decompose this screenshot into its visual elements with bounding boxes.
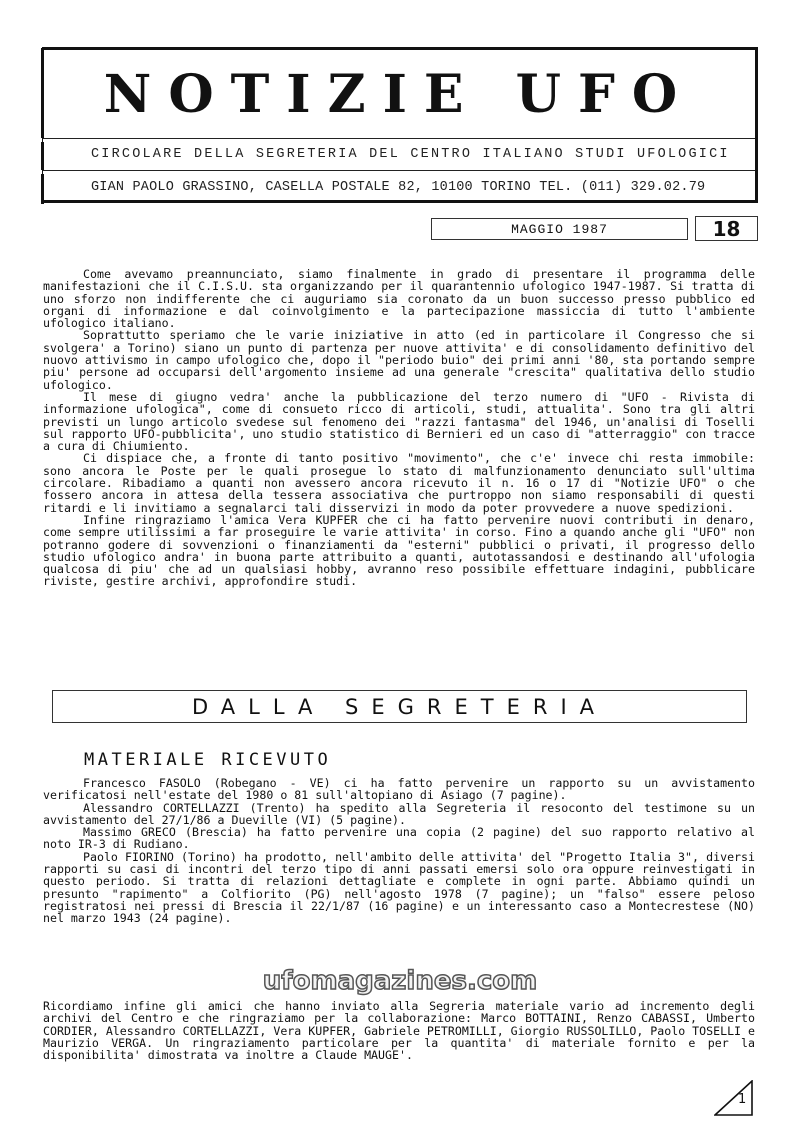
watermark: ufomagazines.com xyxy=(262,966,538,996)
intro-article xyxy=(43,268,755,588)
thanks-paragraph: Ricordiamo infine gli amici che hanno inviato alla Segreria materiale vario ad incremento degli archivi del Centro e che ringraziamo per la collaborazione: Marco BOTTAINI, Renzo CABASSI, Umberto CORDIER, Alessandro CORTELLAZZI, Vera KUPFER, Gabriele PETROMILLI, Giorgio RUSSOLILLO, Paolo TOSELLI e Maurizio VERGA. Un ringraziamento particolare per la quantita' di materiale fornito e per la disponibilita' dimostrata va inoltre a Claude MAUGE'. xyxy=(43,999,755,1063)
page-corner-triangle-icon xyxy=(714,1080,754,1117)
thanks-paragraph-block xyxy=(43,1000,755,1061)
newsletter-title: NOTIZIE UFO xyxy=(103,63,695,125)
received-item: Alessandro CORTELLAZZI (Trento) ha spedito alla Segreteria il resoconto del testimone su un avvistamento del 27/1/86 a Dueville (VI) (5 pagine). xyxy=(43,800,755,827)
paragraph: Come avevamo preannunciato, siamo finalmente in grado di presentare il programma delle manifestazioni che il C.I.S.U. sta organizzando per il quarantennio ufologico 1947-1987. Si tratta di uno sforzo non indifferente che ci auguriamo sia coronato da un buon successo presso pubblico ed organi di informazione e dal coinvolgimento e la partecipazione massiccia di tutto l'ambiente ufologico italiano. xyxy=(43,267,755,331)
paragraph: Il mese di giugno vedra' anche la pubblicazione del terzo numero di "UFO - Rivista di informazione ufologica", come di consueto ricco di articoli, studi, attualita'. Sono tra gli altri previsti un lungo articolo svedese sul fenomeno dei "razzi fantasma" del 1946, un'analisi di Toselli sul rapporto UFO-pubblicita', uno studio statistico di Bernieri ed un caso di "atterraggio" con tracce a cura di Chiumiento. xyxy=(43,389,755,454)
contact-info: GIAN PAOLO GRASSINO, CASELLA POSTALE 82, 10100 TORINO TEL. (011) 329.02.79 xyxy=(43,170,755,203)
page-number-badge xyxy=(714,1080,754,1117)
received-item: Massimo GRECO (Brescia) ha fatto pervenire una copia (2 pagine) del suo rapporto relativo al noto IR-3 di Rudiano. xyxy=(43,825,755,852)
masthead xyxy=(42,47,758,203)
page-number: 1 xyxy=(738,1092,747,1107)
subheading: MATERIALE RICEVUTO xyxy=(84,750,332,770)
paragraph: Ci dispiace che, a fronte di tanto positivo "movimento", che c'e' invece chi resta immobile: sono ancora le Poste per le quali prosegue lo stato di malfunzionamento denunciato sull'ultima circolare. Ribadiamo a quanti non avessero ancora ricevuto il n. 16 o 17 di "Notizie UFO" o che fossero ancora in attesa della tessera associativa che purtroppo non siamo responsabili di questi ritardi e li invitiamo a segnalarci tali disservizi in modo da poter provvedere a nuove spedizioni. xyxy=(43,451,755,515)
issue-date: MAGGIO 1987 xyxy=(431,218,688,240)
issue-number: 18 xyxy=(695,216,758,241)
received-item: Paolo FIORINO (Torino) ha prodotto, nell'ambito delle attivita' del "Progetto Italia 3", diversi rapporti su casi di incontri del terzo tipo di anni passati emersi solo ora oppure reinvestigati in questo periodo. Si tratta di relazioni dettagliate e complete in ogni parte. Abbiamo quindi un presunto "rapimento" a Colfiorito (PG) nell'agosto 1978 (7 pagine); un "falso" essere peloso registratosi nei pressi di Brescia il 22/1/87 (16 pagine) e un interessanto caso a Montecrestese (NO) nel marzo 1943 (24 pagine). xyxy=(43,849,755,926)
received-material-list xyxy=(43,777,755,925)
section-heading: DALLA SEGRETERIA xyxy=(52,690,747,723)
paragraph: Soprattutto speriamo che le varie iniziative in atto (ed in particolare il Congresso che si svolgera' a Torino) siano un punto di partenza per nuove attivita' e di consolidamento definitivo del nuovo attivismo in campo ufologico che, dopo il "periodo buio" dei primi anni '80, sta portando sempre piu' persone ad occuparsi dell'argomento insieme ad una generale "crescita" qualitativa dello studio ufologico. xyxy=(43,328,755,392)
paragraph: Infine ringraziamo l'amica Vera KUPFER che ci ha fatto pervenire nuovi contributi in denaro, come sempre utilissimi a far proseguire le varie attivita' in corso. Fino a quando anche gli "UFO" non potranno godere di sovvenzioni o finanziamenti da "esterni" pubblici o privati, il progresso dello studio ufologico andra' in buona parte attribuito a quanti, autotassandosi e destinando all'ufologia qualcosa di piu' che ad un qualsiasi hobby, avranno reso possibile effettuare indagini, pubblicare riviste, gestire archivi, approfondire studi. xyxy=(43,512,755,589)
received-item: Francesco FASOLO (Robegano - VE) ci ha fatto pervenire un rapporto su un avvistamento verificatosi nell'estate del 1980 o 81 sull'altopiano di Asiago (7 pagine). xyxy=(43,776,755,803)
newsletter-subtitle: CIRCOLARE DELLA SEGRETERIA DEL CENTRO ITALIANO STUDI UFOLOGICI xyxy=(43,138,755,170)
